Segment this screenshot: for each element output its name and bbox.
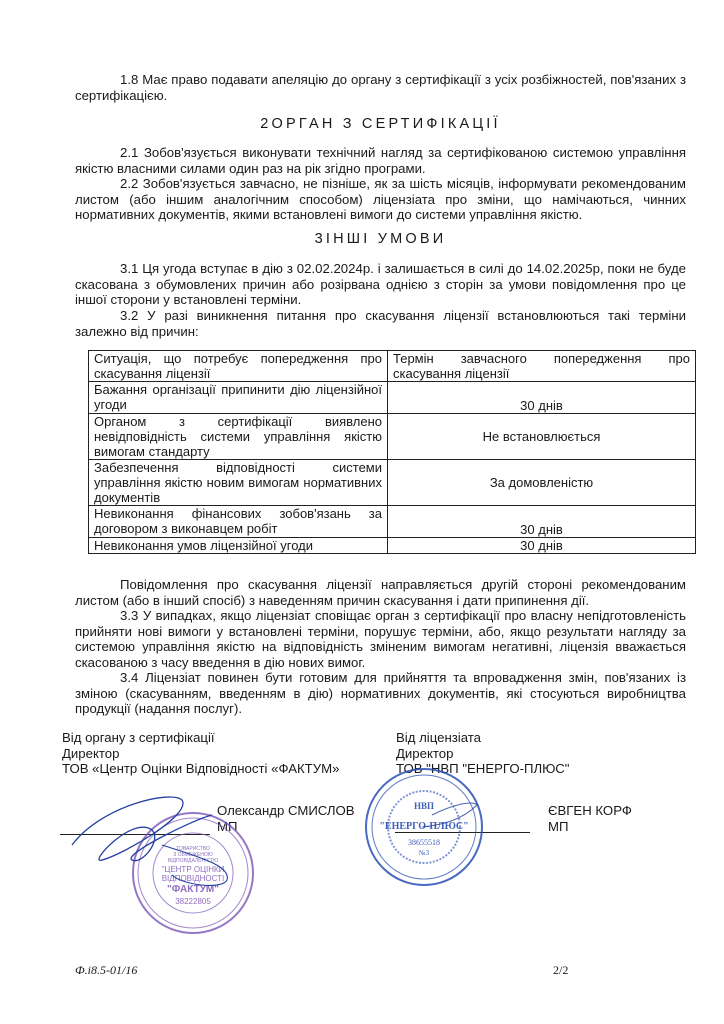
svg-text:З ОБМЕЖЕНОЮ: З ОБМЕЖЕНОЮ <box>173 852 213 858</box>
table-cell-situation: Органом з сертифікації виявлено невідповідність системи управління якістю вимогам стандарту <box>89 414 388 460</box>
page-number: 2/2 <box>553 963 569 977</box>
svg-text:"ФАКТУМ": "ФАКТУМ" <box>166 884 220 895</box>
table-row <box>89 538 696 554</box>
table-header-situation: Ситуація, що потребує попередження про скасування ліцензії <box>89 351 388 382</box>
clause-text: 2.1 Зобов'язується виконувати технічний нагляд за сертифікованою системою управління якістю власними силами один раз на рік згідно програми. <box>75 145 686 176</box>
clause-text: 3.2 У разі виникнення питання про скасування ліцензії встановлюються такі терміни залежно від причин: <box>75 308 686 339</box>
table-row <box>89 414 696 460</box>
seal-label: МП <box>217 818 238 834</box>
handwritten-signature-icon <box>62 785 232 895</box>
table-cell-situation: Бажання організації припинити дію ліцензійної угоди <box>89 382 388 414</box>
table-cell-situation: Невиконання фінансових зобов'язань за договором з виконавцем робіт <box>89 506 388 538</box>
clause-text: 2.2 Зобов'язується завчасно, не пізніше, як за шість місяців, інформувати рекомендованим листом (або іншим аналогічним способом) ліцензіата про зміни, що намічаються, чинних нормативних документів, якими встановлені вимоги до системи управління якістю. <box>75 176 686 223</box>
table-cell-term: Не встановлюється <box>388 414 696 460</box>
svg-text:ВІДПОВІДНОСТІ: ВІДПОВІДНОСТІ <box>161 874 225 883</box>
clause-text: 3.1 Ця угода вступає в дію з 02.02.2024р. і залишається в силі до 14.02.2025р, поки не буде скасована з обумовлених причин або розірвана однією з сторін за умови повідомлення про це іншої сторони у встановлені терміни. <box>75 261 686 308</box>
clause-text: 1.8 Має право подавати апеляцію до органу з сертифікації з усіх розбіжностей, пов'язаних з сертифікацією. <box>75 72 686 103</box>
clause-text: 3.4 Ліцензіат повинен бути готовим для прийняття та впровадження змін, пов'язаних із зміною (скасуванням, введенням в дію) нормативних документів, які стосуються виробництва продукції (надання послуг). <box>75 670 686 717</box>
clause-3-1 <box>75 261 686 308</box>
clause-2-2 <box>75 176 686 223</box>
form-code: Ф.і8.5-01/16 <box>75 963 138 977</box>
organization-name: ТОВ «Центр Оцінки Відповідності «ФАКТУМ» <box>62 761 340 776</box>
certification-body-signature-block <box>62 730 339 777</box>
table-cell-situation: Забезпечення відповідності системи управління якістю новим вимогам нормативних документів <box>89 460 388 506</box>
table-cell-situation: Невиконання умов ліцензійної угоди <box>89 538 388 554</box>
signer-name: Олександр СМИСЛОВ <box>217 803 355 818</box>
table-cell-term: За домовленістю <box>388 460 696 506</box>
svg-text:"ЦЕНТР ОЦІНКИ: "ЦЕНТР ОЦІНКИ <box>161 865 225 874</box>
seal-label: МП <box>548 818 569 834</box>
svg-text:38655518: 38655518 <box>408 838 440 847</box>
svg-text:"ЕНЕРГО-ПЛЮС": "ЕНЕРГО-ПЛЮС" <box>379 821 469 832</box>
signer-name: ЄВГЕН КОРФ <box>548 803 632 818</box>
table-row <box>89 506 696 538</box>
table-header-term: Термін завчасного попередження про скасування ліцензії <box>388 351 696 382</box>
svg-text:НВП: НВП <box>413 801 435 811</box>
table-cell-term: 30 днів <box>388 538 696 554</box>
clause-1-8 <box>75 72 686 103</box>
clause-3-2 <box>75 308 686 339</box>
notice-paragraph <box>75 577 686 608</box>
from-label: Від органу з сертифікації <box>62 730 215 745</box>
role-label: Директор <box>62 745 120 761</box>
svg-text:38222805: 38222805 <box>175 897 211 906</box>
table-row <box>89 460 696 506</box>
clause-text: Повідомлення про скасування ліцензії направляється другій стороні рекомендованим листом (або в інший спосіб) з наведенням причин скасування і дати припинення дії. <box>75 577 686 608</box>
clause-text: 3.3 У випадках, якщо ліцензіат сповіщає орган з сертифікації про власну непідготовленість прийняти нові вимоги у встановлені терміни, порушує терміни, або, якщо результати нагляду за системою управління якістю на відповідність зміненим вимогам негативні, ліцензія вважається скасованою з часу введення в дію нових вимог. <box>75 608 686 670</box>
energo-plus-stamp-icon <box>362 765 487 890</box>
section-3-heading: 3ІНШІ УМОВИ <box>314 231 447 247</box>
organization-name: ТОВ "НВП "ЕНЕРГО-ПЛЮС" <box>396 761 570 776</box>
table-row <box>89 382 696 414</box>
cancellation-terms-table <box>88 350 696 554</box>
role-label: Директор <box>396 745 454 761</box>
svg-text:№3: №3 <box>418 849 430 857</box>
from-label: Від ліцензіата <box>396 730 481 745</box>
table-header-row <box>89 351 696 382</box>
svg-text:ВІДПОВІДАЛЬНІСТЮ: ВІДПОВІДАЛЬНІСТЮ <box>167 858 219 864</box>
clause-2-1 <box>75 145 686 176</box>
svg-text:ТОВАРИСТВО: ТОВАРИСТВО <box>176 846 210 852</box>
section-2-heading: 2ОРГАН З СЕРТИФІКАЦІЇ <box>260 116 501 132</box>
clause-3-4 <box>75 670 686 717</box>
table-cell-term: 30 днів <box>388 506 696 538</box>
clause-3-3 <box>75 608 686 670</box>
table-cell-term: 30 днів <box>388 382 696 414</box>
licensee-signer <box>548 803 632 834</box>
